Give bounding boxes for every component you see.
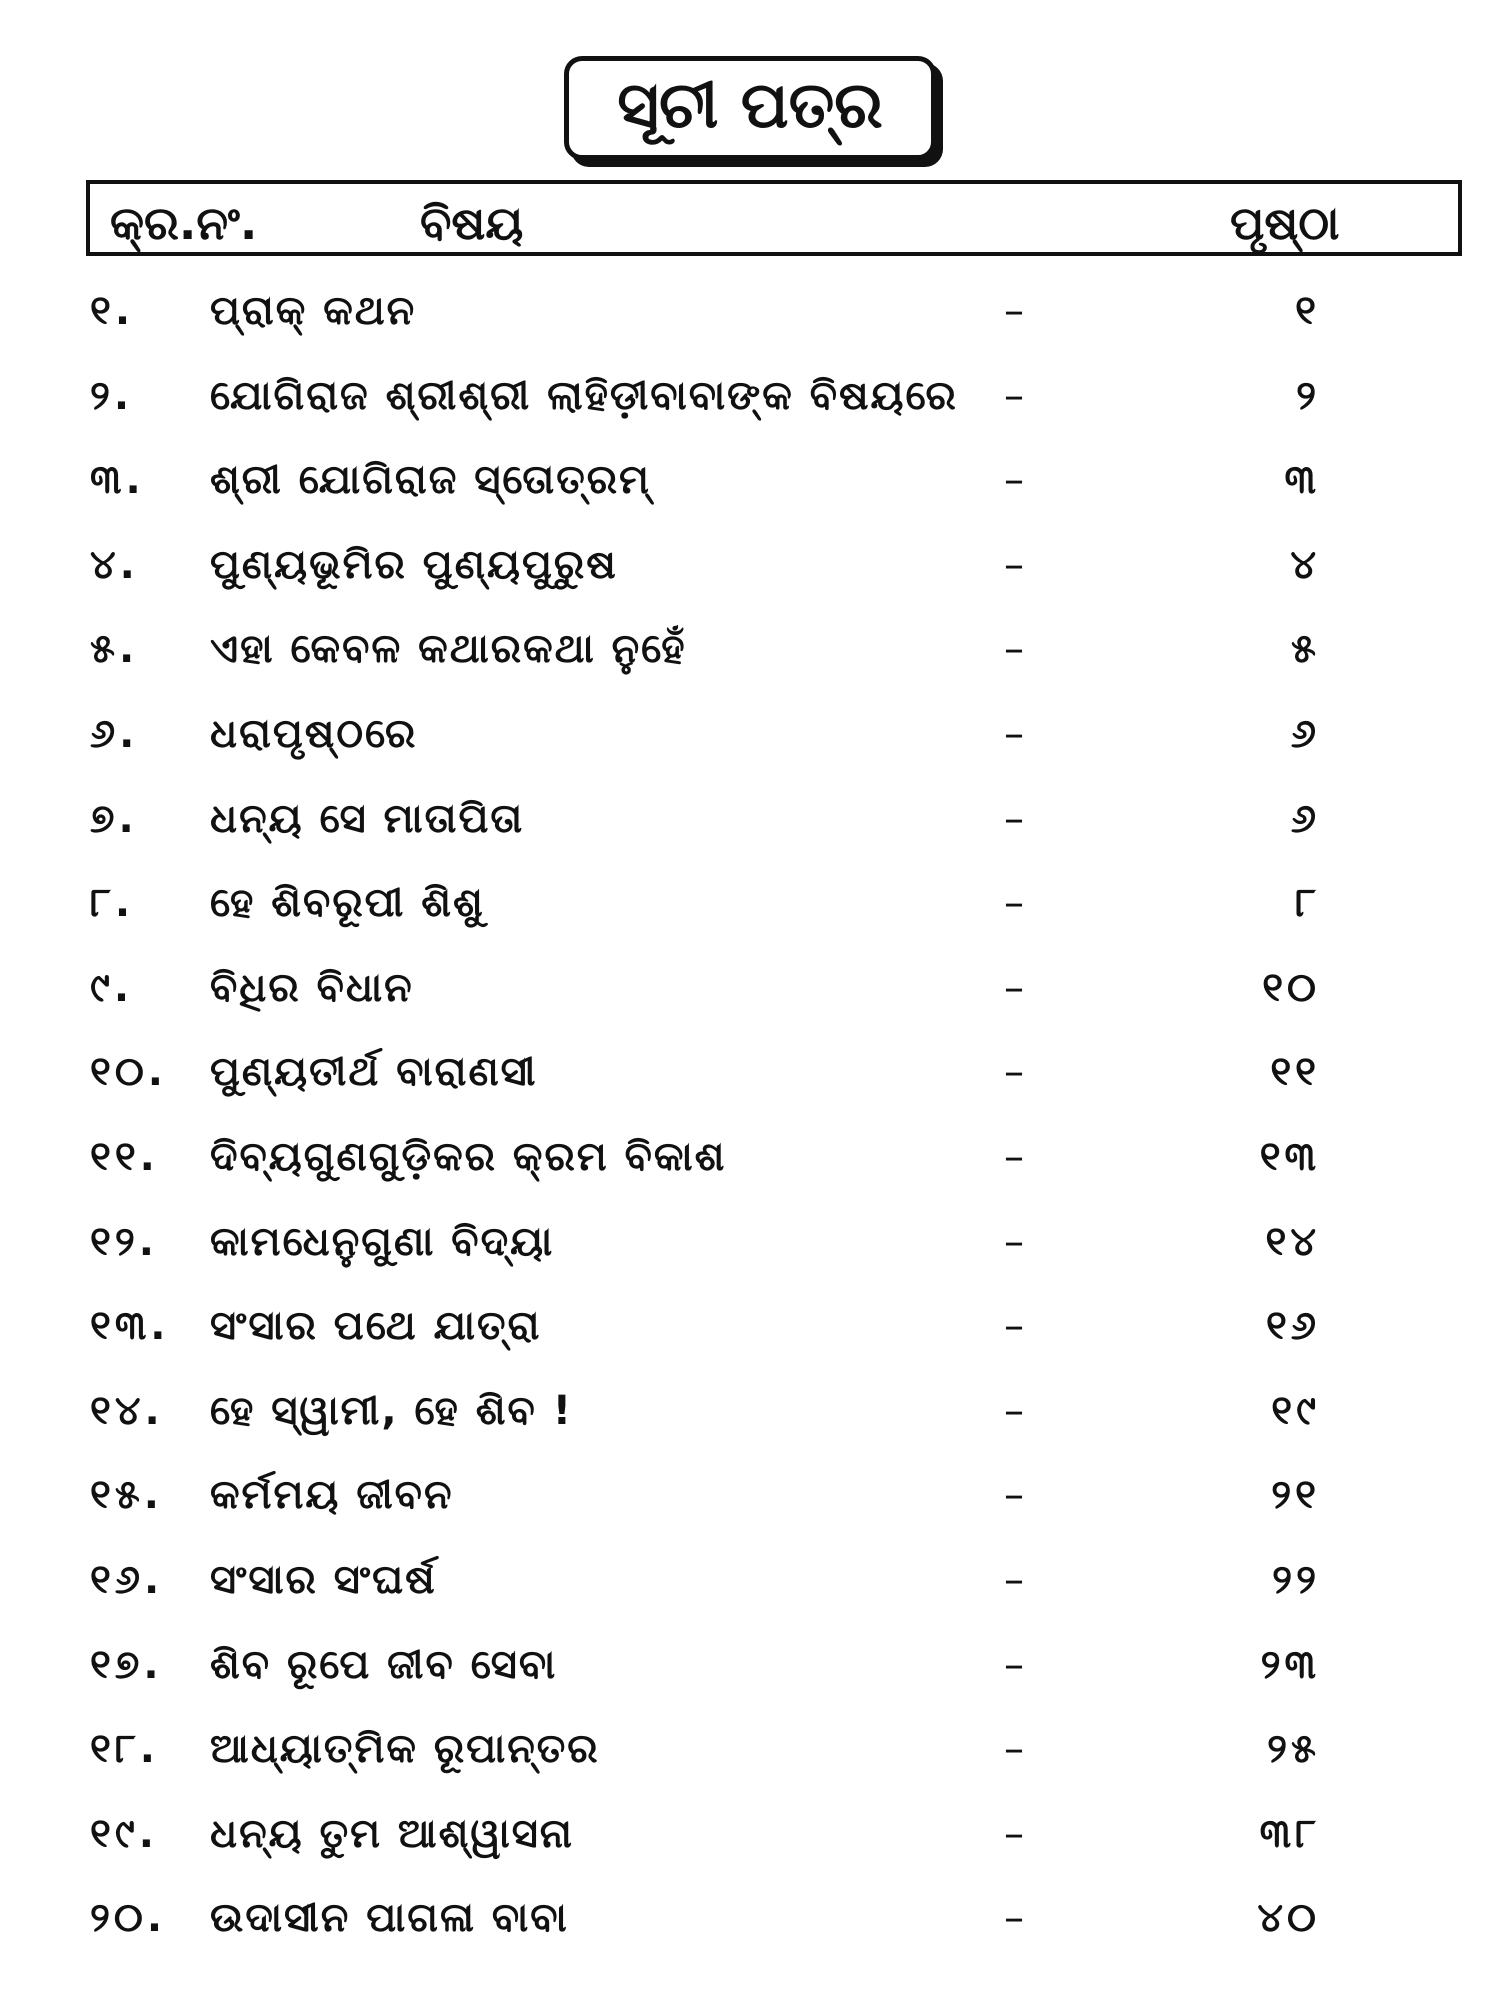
entry-page: ୧୬ — [1266, 1303, 1320, 1350]
list-item — [0, 1624, 1500, 1709]
list-item — [0, 1370, 1500, 1455]
entry-title: ଆଧ୍ୟାତ୍ମିକ ରୂପାନ୍ତର — [210, 1726, 600, 1773]
entry-page: ୧୩ — [1259, 1133, 1320, 1180]
list-item — [0, 1877, 1500, 1962]
entry-dash: – — [1004, 288, 1024, 334]
entry-number: ୪. — [90, 541, 139, 588]
entry-dash: – — [1004, 1556, 1024, 1603]
entry-dash: – — [1004, 964, 1024, 1011]
entry-dash: – — [1004, 1472, 1024, 1519]
entry-title: ଶିବ ରୂପେ ଜୀବ ସେବା — [210, 1641, 558, 1688]
entry-number: ୧୮. — [90, 1726, 159, 1773]
entry-dash: – — [1004, 541, 1024, 588]
entry-page: ୧୯ — [1271, 1387, 1320, 1434]
entry-dash: – — [1004, 795, 1024, 842]
entry-number: ୧. — [90, 288, 135, 334]
entry-dash: – — [1004, 1895, 1024, 1942]
entry-page: ୬ — [1290, 795, 1320, 842]
entry-dash: – — [1004, 1641, 1024, 1688]
entry-dash: – — [1004, 1726, 1024, 1773]
entry-number: ୧୩. — [90, 1303, 170, 1350]
list-item — [0, 608, 1500, 693]
header-page-label: ପୃଷ୍ଠା — [1230, 196, 1340, 250]
entry-dash: – — [1004, 372, 1024, 419]
list-item — [0, 1454, 1500, 1539]
entry-page: ୨୩ — [1260, 1641, 1320, 1688]
entry-number: ୧୪. — [90, 1387, 164, 1434]
entry-page: ୧୧ — [1270, 1049, 1320, 1096]
entry-page: ୪୦ — [1257, 1895, 1320, 1942]
page-title: ସୂଚୀ ପତ୍ର — [564, 56, 935, 160]
entry-title: ସଂସାର ପଥେ ଯାତ୍ରା — [210, 1303, 542, 1350]
entry-title: ପ୍ରାକ୍ କଥନ — [210, 288, 417, 334]
entry-title: ପୁଣ୍ୟତୀର୍ଥ ବାରାଣସୀ — [210, 1049, 538, 1096]
entry-number: ୧୯. — [90, 1810, 158, 1857]
list-item — [0, 693, 1500, 778]
list-item — [0, 270, 1500, 355]
entry-page: ୧୪ — [1265, 1218, 1320, 1265]
entry-title: ଦିବ୍ୟଗୁଣଗୁଡ଼ିକର କ୍ରମ ବିକାଶ — [210, 1133, 727, 1180]
entry-dash: – — [1004, 1303, 1024, 1350]
list-item — [0, 524, 1500, 609]
entry-number: ୧୦. — [90, 1049, 167, 1096]
entry-title: ଧନ୍ୟ ସେ ମାତାପିତା — [210, 795, 525, 842]
entry-title: ଉଦାସୀନ ପାଗଳା ବାବା — [210, 1895, 569, 1942]
list-item — [0, 1793, 1500, 1878]
entry-page: ୬ — [1290, 710, 1320, 757]
header-subject-label: ବିଷୟ — [420, 196, 524, 250]
entry-page: ୩ — [1284, 457, 1320, 504]
entry-title: ହେ ସ୍ୱାମୀ, ହେ ଶିବ ! — [210, 1387, 573, 1434]
list-item — [0, 439, 1500, 524]
entry-number: ୮. — [90, 880, 135, 927]
toc-list — [0, 270, 1500, 1962]
entry-title: ପୁଣ୍ୟଭୂମିର ପୁଣ୍ୟପୁରୁଷ — [210, 541, 618, 588]
entry-dash: – — [1004, 1387, 1024, 1434]
entry-number: ୧୭. — [90, 1641, 163, 1688]
entry-title: ଧରାପୃଷ୍ଠରେ — [210, 710, 418, 757]
entry-dash: – — [1004, 880, 1024, 927]
entry-page: ୫ — [1291, 626, 1320, 673]
entry-title: କାମଧେନୁଗୁଣା ବିଦ୍ୟା — [210, 1218, 555, 1265]
list-item — [0, 355, 1500, 440]
entry-dash: – — [1004, 710, 1024, 757]
entry-page: ୮ — [1295, 880, 1320, 927]
entry-number: ୯. — [90, 964, 134, 1011]
entry-number: ୭. — [90, 795, 138, 842]
entry-dash: – — [1004, 1810, 1024, 1857]
entry-page: ୪ — [1290, 541, 1320, 588]
entry-dash: – — [1004, 1049, 1024, 1096]
entry-title: ଧନ୍ୟ ତୁମ ଆଶ୍ୱାସନା — [210, 1810, 574, 1857]
entry-number: ୫. — [90, 626, 139, 673]
entry-number: ୧୧. — [90, 1133, 159, 1180]
list-item — [0, 1116, 1500, 1201]
entry-title: ଶ୍ରୀ ଯୋଗିରାଜ ସ୍ତୋତ୍ରମ୍ — [210, 457, 651, 504]
entry-dash: – — [1004, 1133, 1024, 1180]
entry-title: ସଂସାର ସଂଘର୍ଷ — [210, 1556, 437, 1603]
header-number-label: କ୍ର.ନଂ. — [110, 196, 258, 250]
list-item — [0, 1539, 1500, 1624]
entry-page: ୨୨ — [1272, 1556, 1320, 1603]
entry-dash: – — [1004, 626, 1024, 673]
entry-page: ୧ — [1295, 288, 1320, 334]
entry-page: ୨୧ — [1271, 1472, 1320, 1519]
entry-number: ୨. — [90, 372, 134, 419]
entry-page: ୩୮ — [1259, 1810, 1320, 1857]
list-item — [0, 778, 1500, 863]
list-item — [0, 1708, 1500, 1793]
list-item — [0, 1031, 1500, 1116]
entry-number: ୧୫. — [90, 1472, 163, 1519]
table-header — [86, 180, 1462, 256]
entry-page: ୨ — [1296, 372, 1320, 419]
entry-dash: – — [1004, 1218, 1024, 1265]
entry-page: ୨୫ — [1267, 1726, 1320, 1773]
title-container — [0, 56, 1500, 160]
entry-number: ୬. — [90, 710, 139, 757]
entry-number: ୩. — [90, 457, 145, 504]
entry-dash: – — [1004, 457, 1024, 504]
list-item — [0, 1285, 1500, 1370]
entry-title: ବିଧିର ବିଧାନ — [210, 964, 414, 1011]
entry-page: ୧୦ — [1262, 964, 1320, 1011]
entry-number: ୧୨. — [90, 1218, 158, 1265]
list-item — [0, 1201, 1500, 1286]
entry-title: କର୍ମମୟ ଜୀବନ — [210, 1472, 454, 1519]
entry-number: ୨୦. — [90, 1895, 167, 1942]
entry-number: ୧୬. — [90, 1556, 164, 1603]
list-item — [0, 947, 1500, 1032]
entry-title: ଯୋଗିରାଜ ଶ୍ରୀଶ୍ରୀ ଲାହିଡ଼ୀବାବାଙ୍କ ବିଷୟରେ — [210, 372, 958, 419]
entry-title: ହେ ଶିବରୂପୀ ଶିଶୁ — [210, 880, 485, 927]
entry-title: ଏହା କେବଳ କଥାରକଥା ନୁହେଁ — [210, 626, 687, 673]
list-item — [0, 862, 1500, 947]
